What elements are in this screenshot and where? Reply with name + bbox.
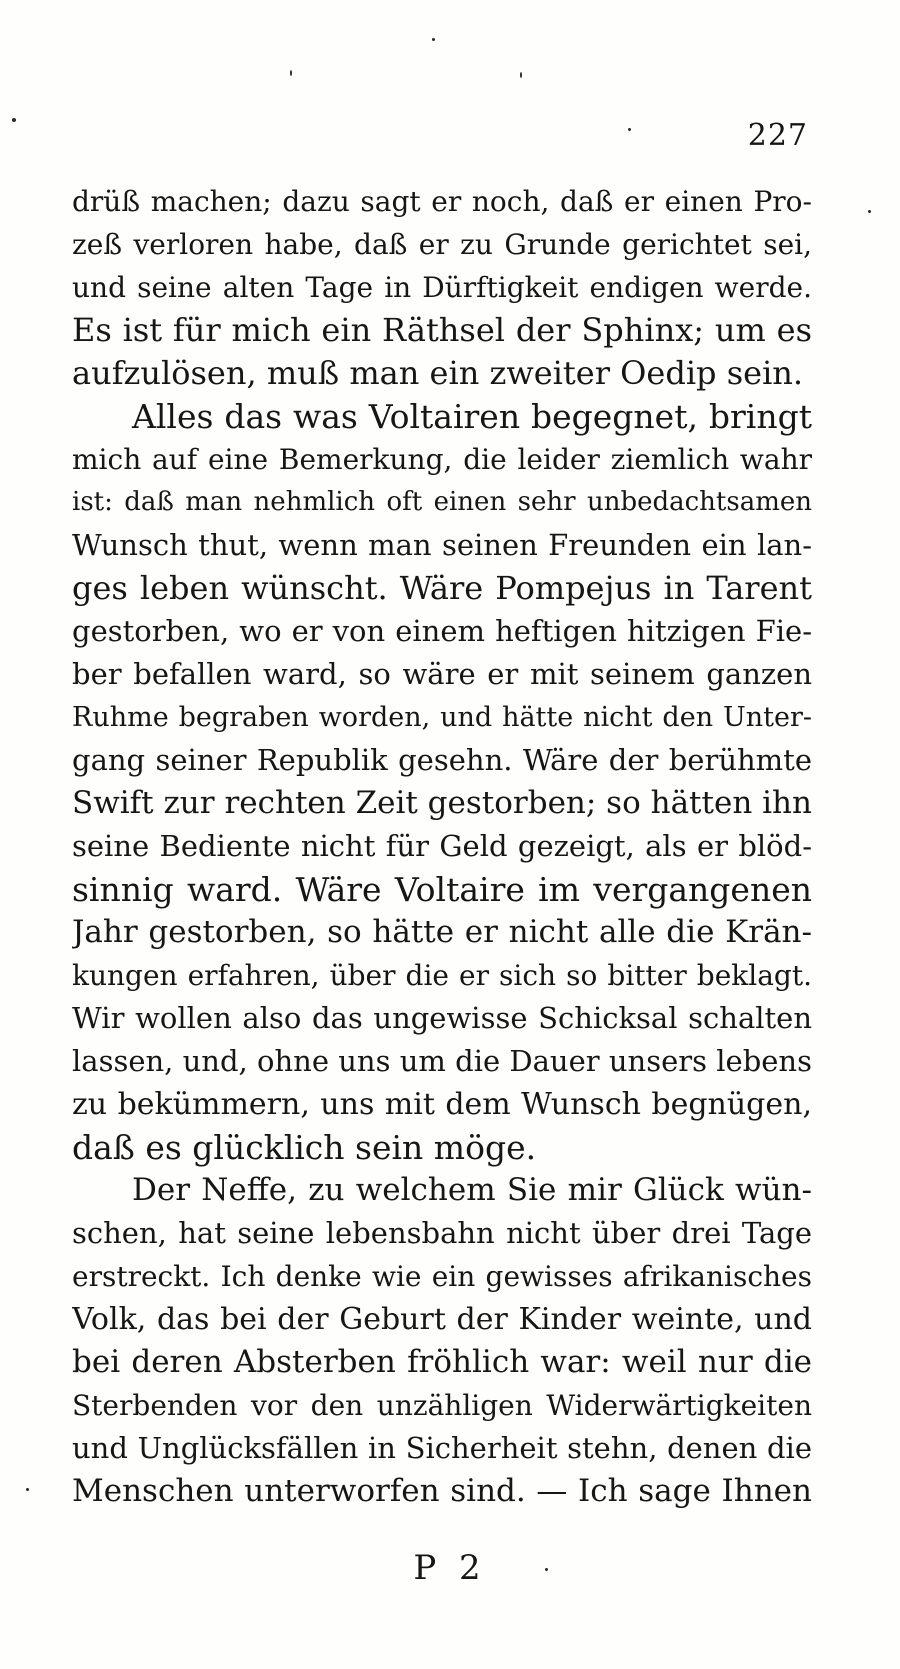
ink-speck — [432, 38, 435, 41]
text-line: mich auf eine Bemerkung, die leider ziemlich wahr — [72, 443, 812, 476]
text-line: Es ist für mich ein Räthsel der Sphinx; um es — [72, 311, 812, 349]
text-line: Der Neffe, zu welchem Sie mir Glück wün- — [132, 1172, 812, 1208]
text-line: lassen, und, ohne uns um die Dauer unsers lebens — [72, 1044, 812, 1078]
signature-mark: P 2 — [413, 1548, 487, 1588]
text-line: gang seiner Republik gesehn. Wäre der berühmte — [72, 743, 812, 777]
text-line: Wunsch thut, wenn man seinen Freunden ein lan- — [72, 528, 812, 562]
text-line: kungen erfahren, über die er sich so bitter beklagt. — [72, 959, 812, 992]
ink-speck — [290, 70, 292, 76]
text-line: Sterbenden vor den unzähligen Widerwärtigkeiten — [72, 1389, 812, 1422]
text-line: schen, hat seine lebensbahn nicht über drei Tage — [72, 1216, 812, 1250]
text-line: ist: daß man nehmlich oft einen sehr unbedachtsamen — [72, 487, 812, 517]
page-number: 227 — [747, 118, 808, 153]
ink-speck — [12, 118, 16, 122]
text-line: aufzulösen, muß man ein zweiter Oedip sein. — [72, 354, 804, 392]
text-line: Menschen unterworfen sind. — Ich sage Ihnen — [72, 1473, 812, 1509]
ink-speck — [628, 128, 631, 131]
text-line: Wir wollen also das ungewisse Schicksal schalten — [72, 1001, 812, 1035]
text-line: erstreckt. Ich denke wie ein gewisses afrikanisches — [72, 1260, 812, 1293]
text-line: zu bekümmern, uns mit dem Wunsch begnügen, — [72, 1087, 812, 1122]
text-line: und seine alten Tage in Dürftigkeit endigen werde. — [72, 271, 812, 304]
ink-speck — [868, 210, 871, 213]
text-line: zeß verloren habe, daß er zu Grunde gerichtet sei, — [72, 228, 812, 261]
body-text — [72, 180, 812, 1513]
ink-speck — [26, 1488, 29, 1491]
text-line: seine Bediente nicht für Geld gezeigt, als er blöd- — [72, 829, 812, 863]
text-line: drüß machen; dazu sagt er noch, daß er einen Pro- — [72, 185, 812, 218]
text-line: Ruhme begraben worden, und hätte nicht den Unter- — [72, 702, 812, 733]
text-line: Swift zur rechten Zeit gestorben; so hätten ihn — [72, 785, 812, 821]
text-line: ges leben wünscht. Wäre Pompejus in Tarent — [72, 569, 812, 607]
text-line: bei deren Absterben fröhlich war: weil nur die — [72, 1344, 812, 1380]
text-line: Jahr gestorben, so hätte er nicht alle die Krän- — [72, 914, 812, 950]
text-line: Alles das was Voltairen begegnet, bringt — [132, 397, 812, 436]
text-line: sinnig ward. Wäre Voltaire im vergangenen — [72, 870, 812, 909]
text-line: und Unglücksfällen in Sicherheit stehn, denen die — [72, 1431, 812, 1465]
text-line: daß es glücklich sein möge. — [72, 1128, 537, 1167]
text-line: Volk, das bei der Geburt der Kinder weinte, und — [72, 1302, 812, 1337]
text-line: gestorben, wo er von einem heftigen hitzigen Fie- — [72, 614, 812, 648]
ink-speck — [520, 72, 522, 78]
text-line: ber befallen ward, so wäre er mit seinem ganzen — [72, 657, 812, 691]
